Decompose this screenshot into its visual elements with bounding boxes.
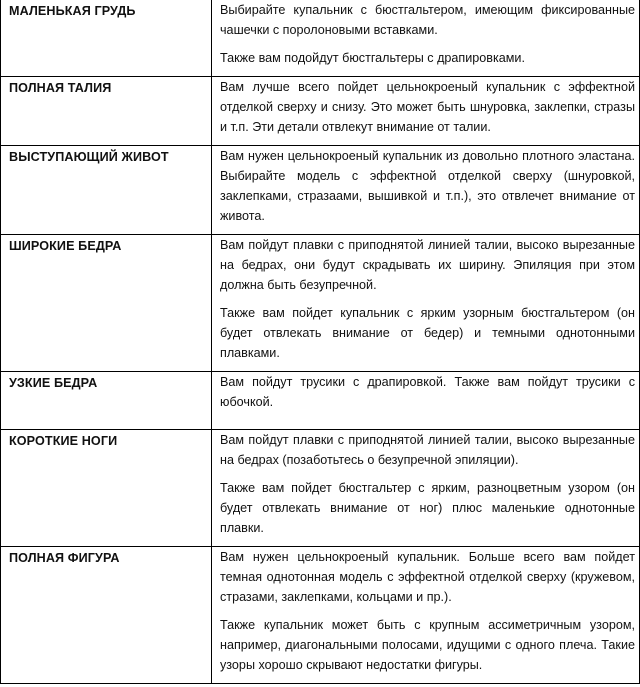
table-row	[1, 547, 640, 684]
advice-paragraph: Вам пойдут трусики с драпировкой. Также вам пойдут трусики с юбочкой.	[220, 375, 635, 409]
table-row	[1, 0, 640, 77]
row-label: ПОЛНАЯ ТАЛИЯ	[1, 77, 212, 146]
row-label: УЗКИЕ БЕДРА	[1, 372, 212, 430]
row-label: ВЫСТУПАЮЩИЙ ЖИВОТ	[1, 146, 212, 235]
advice-paragraph: Вам нужен цельнокроеный купальник из довольно плотного эластана. Выбирайте модель с эффектной отделкой сверху (шнуровкой, заклепками, стразаами, вышивкой и т.п.), это отвлечет внимание от живота.	[220, 149, 635, 223]
advice-paragraph: Выбирайте купальник с бюстгальтером, имеющим фиксированные чашечки с поролоновыми вставками.	[220, 3, 635, 37]
row-advice	[212, 547, 640, 684]
row-label: КОРОТКИЕ НОГИ	[1, 430, 212, 547]
row-label: ПОЛНАЯ ФИГУРА	[1, 547, 212, 684]
row-advice	[212, 235, 640, 372]
advice-paragraph: Также купальник может быть с крупным ассиметричным узором, например, диагональными полосами, идущими с одного плеча. Такие узоры хорошо скрывают недостатки фигуры.	[220, 618, 635, 672]
advice-paragraph: Также вам пойдет бюстгальтер с ярким, разноцветным узором (он будет отвлекать внимание от ног) плюс маленькие однотонные плавки.	[220, 481, 635, 535]
advice-paragraph: Вам пойдут плавки с приподнятой линией талии, высоко вырезанные на бедрах (позаботьтесь о безупречной эпиляции).	[220, 433, 635, 467]
advice-paragraph: Вам нужен цельнокроеный купальник. Больше всего вам пойдет темная однотонная модель с эффектной отделкой сверху (кружевом, стразами, заклепками, кольцами и пр.).	[220, 550, 635, 604]
table-row	[1, 372, 640, 430]
advice-paragraph: Вам лучше всего пойдет цельнокроеный купальник с эффектной отделкой сверху и снизу. Это может быть шнуровка, заклепки, стразы и т.п. Эти детали отвлекут внимание от талии.	[220, 80, 635, 134]
advice-paragraph: Вам пойдут плавки с приподнятой линией талии, высоко вырезанные на бедрах, они будут скрадывать их ширину. Эпиляция при этом должна быть безупречной.	[220, 238, 635, 292]
advice-paragraph: Также вам подойдут бюстгальтеры с драпировками.	[220, 51, 525, 65]
row-advice	[212, 430, 640, 547]
row-advice	[212, 77, 640, 146]
row-label: ШИРОКИЕ БЕДРА	[1, 235, 212, 372]
table-row	[1, 146, 640, 235]
table-row	[1, 235, 640, 372]
table-row	[1, 77, 640, 146]
row-label: МАЛЕНЬКАЯ ГРУДЬ	[1, 0, 212, 77]
advice-paragraph: Также вам пойдет купальник с ярким узорным бюстгальтером (он будет отвлекать внимание от бедер) и темными однотонными плавками.	[220, 306, 635, 360]
row-advice	[212, 146, 640, 235]
row-advice	[212, 372, 640, 430]
table-row	[1, 430, 640, 547]
row-advice	[212, 0, 640, 77]
